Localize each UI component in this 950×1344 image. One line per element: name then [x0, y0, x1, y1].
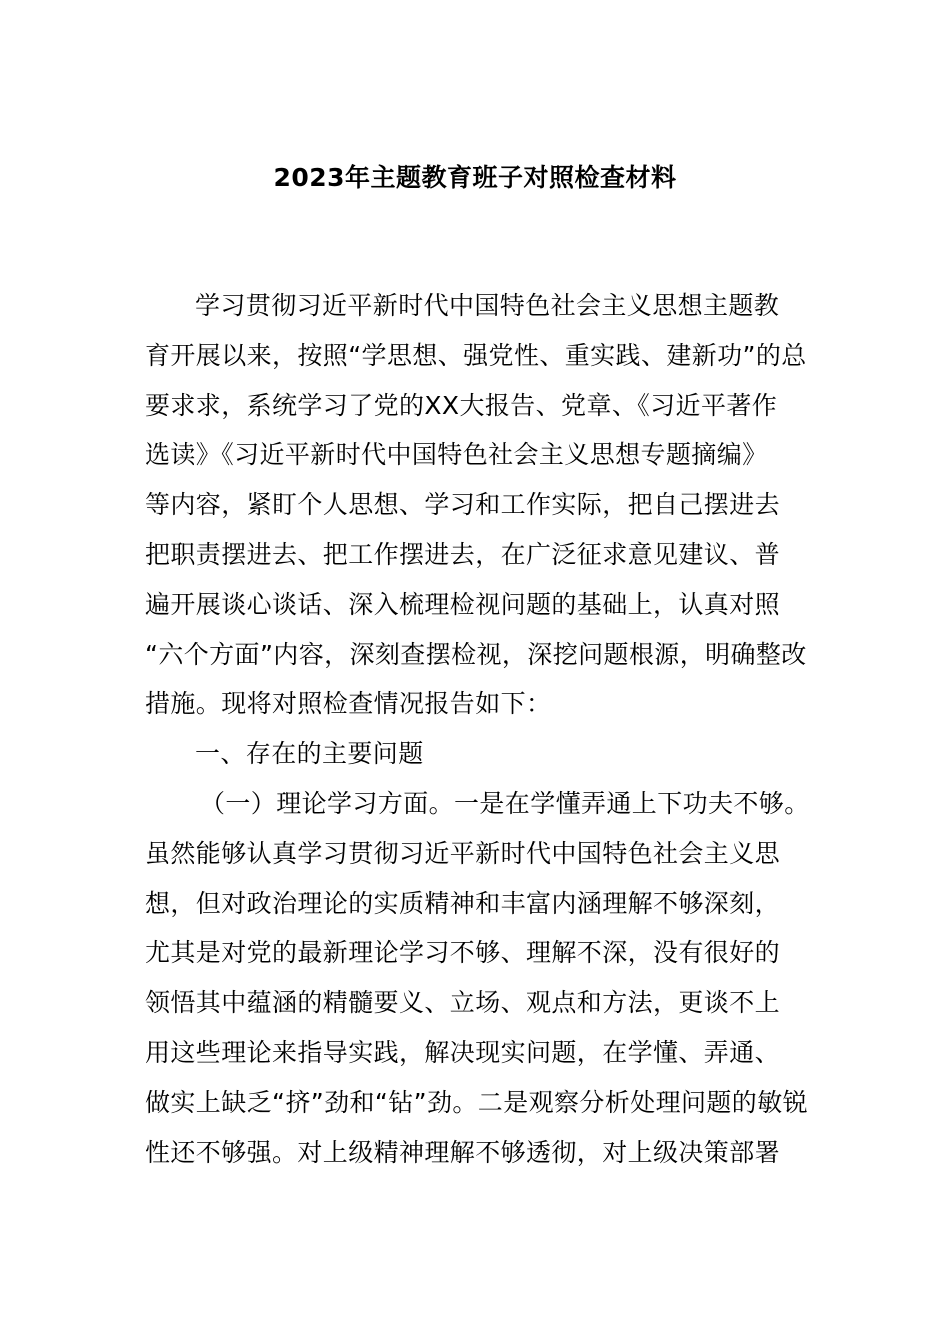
- document-body: [145, 281, 825, 1177]
- paragraph-line: 做实上缺乏“挤”劲和“钻”劲。二是观察分析处理问题的敏锐: [145, 1087, 809, 1117]
- paragraph-line: “六个方面”内容，深刻查摆检视，深挖问题根源，明确整改: [145, 639, 807, 669]
- paragraph-line: 要求求，系统学习了党的XX大报告、党章、《习近平著作: [145, 390, 778, 420]
- paragraph-line: 性还不够强。对上级精神理解不够透彻，对上级决策部署: [145, 1137, 781, 1167]
- paragraph-line: 选读》《习近平新时代中国特色社会主义思想专题摘编》: [145, 440, 768, 470]
- subsection-line: （一）理论学习方面。一是在学懂弄通上下功夫不够。: [200, 788, 810, 818]
- paragraph-line: 虽然能够认真学习贯彻习近平新时代中国特色社会主义思: [145, 838, 781, 868]
- paragraph-line: 把职责摆进去、把工作摆进去，在广泛征求意见建议、普: [145, 539, 781, 569]
- section-heading: 一、存在的主要问题: [195, 739, 424, 769]
- paragraph-line: 想，但对政治理论的实质精神和丰富内涵理解不够深刻，: [145, 888, 781, 918]
- document-title: 2023年主题教育班子对照检查材料: [273, 163, 677, 192]
- paragraph-line: 措施。现将对照检查情况报告如下：: [145, 689, 552, 719]
- paragraph-line: 等内容，紧盯个人思想、学习和工作实际，把自己摆进去: [145, 490, 781, 520]
- paragraph-line: 用这些理论来指导实践，解决现实问题，在学懂、弄通、: [145, 1037, 781, 1067]
- paragraph-line: 遍开展谈心谈话、深入梳理检视问题的基础上，认真对照: [145, 589, 781, 619]
- paragraph-line: 育开展以来，按照“学思想、强党性、重实践、建新功”的总: [145, 340, 807, 370]
- paragraph-line: 尤其是对党的最新理论学习不够、理解不深，没有很好的: [145, 938, 781, 968]
- paragraph-line: 学习贯彻习近平新时代中国特色社会主义思想主题教: [195, 291, 780, 320]
- paragraph-line: 领悟其中蕴涵的精髓要义、立场、观点和方法，更谈不上: [145, 988, 781, 1018]
